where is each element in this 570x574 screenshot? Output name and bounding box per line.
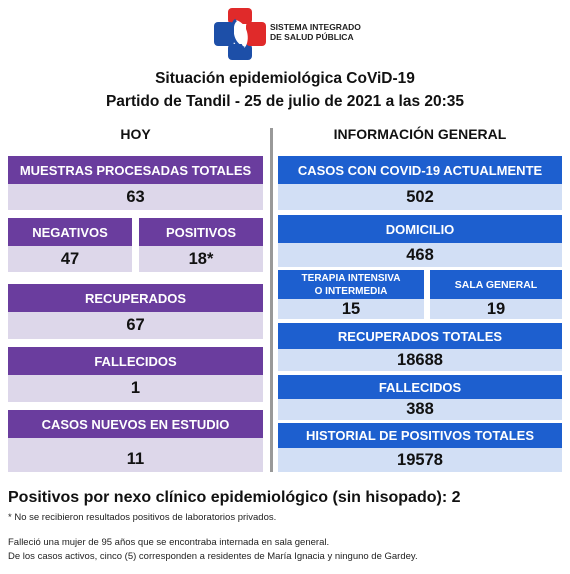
terapia-label	[278, 270, 424, 299]
historial-label: HISTORIAL DE POSITIVOS TOTALES	[278, 423, 562, 448]
hoy-heading: HOY	[120, 126, 151, 142]
terapia-label-line1: TERAPIA INTENSIVA	[301, 273, 401, 284]
terapia-value: 15	[278, 299, 424, 319]
org-name-line1: SISTEMA INTEGRADO	[270, 22, 361, 32]
page-title: Situación epidemiológica CoViD-19	[155, 70, 415, 87]
general-heading: INFORMACIÓN GENERAL	[333, 126, 507, 142]
recuperados-totales-value: 18688	[278, 349, 562, 371]
org-name	[270, 22, 361, 42]
footnote-laboratorios: * No se recibieron resultados positivos de laboratorios privados.	[8, 512, 277, 523]
page-subtitle: Partido de Tandil - 25 de julio de 2021 a las 20:35	[105, 93, 465, 110]
fallecidos-totales-value: 388	[278, 399, 562, 420]
historial-value: 19578	[278, 448, 562, 472]
casos-actuales-label: CASOS CON COVID-19 ACTUALMENTE	[278, 156, 562, 184]
casos-actuales-value: 502	[278, 184, 562, 210]
domicilio-value: 468	[278, 243, 562, 267]
terapia-label-line2: O INTERMEDIA	[314, 286, 388, 297]
fallecidos-totales-label: FALLECIDOS	[278, 375, 562, 399]
note-casos-activos: De los casos activos, cinco (5) corresponden a residentes de María Ignacia y ninguno de Gardey.	[8, 551, 418, 562]
fallecidos-hoy-label: FALLECIDOS	[8, 347, 263, 375]
domicilio-label: DOMICILIO	[278, 215, 562, 243]
muestras-value: 63	[8, 184, 263, 210]
sala-general-value: 19	[430, 299, 562, 319]
note-fallecimiento: Falleció una mujer de 95 años que se encontraba internada en sala general.	[8, 537, 330, 548]
recuperados-totales-label: RECUPERADOS TOTALES	[278, 323, 562, 349]
positivos-value: 18*	[139, 246, 263, 272]
casos-nuevos-value: 11	[8, 438, 263, 472]
nexo-clinico-text: Positivos por nexo clínico epidemiológico (sin hisopado): 2	[8, 489, 461, 506]
org-name-line2: DE SALUD PÚBLICA	[270, 32, 354, 42]
column-divider	[270, 128, 273, 472]
casos-nuevos-label: CASOS NUEVOS EN ESTUDIO	[8, 410, 263, 438]
fallecidos-hoy-value: 1	[8, 375, 263, 402]
negativos-label: NEGATIVOS	[8, 218, 132, 246]
negativos-value: 47	[8, 246, 132, 272]
muestras-label: MUESTRAS PROCESADAS TOTALES	[8, 156, 263, 184]
positivos-label: POSITIVOS	[139, 218, 263, 246]
recuperados-label: RECUPERADOS	[8, 284, 263, 312]
sala-general-label: SALA GENERAL	[430, 270, 562, 299]
sisp-logo-icon	[214, 6, 266, 62]
recuperados-value: 67	[8, 312, 263, 339]
